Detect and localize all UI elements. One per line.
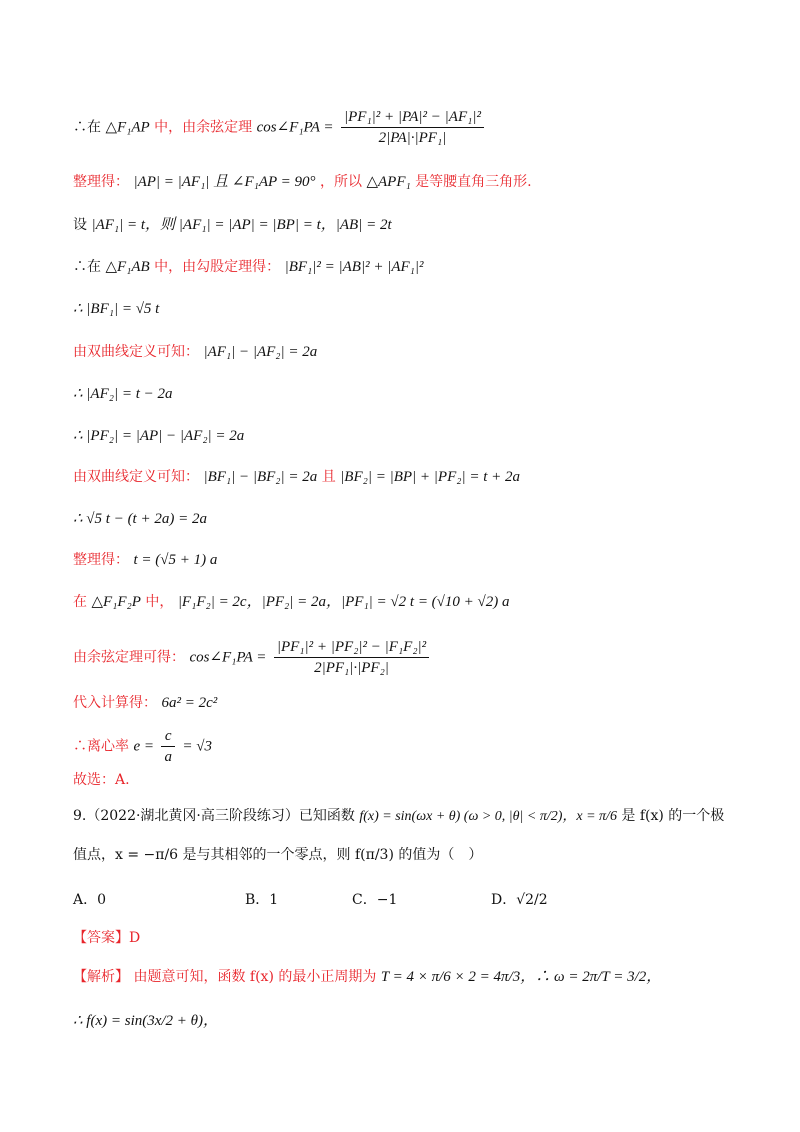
question-9-line-1	[73, 806, 760, 827]
cos-fraction-1	[341, 108, 484, 147]
isosceles-equation: |AP| = |AF₁| 且 ∠F₁AP = 90°	[133, 174, 316, 190]
hyperbola-def-eq-1: |AF₁| − |AF₂| = 2a	[203, 344, 318, 360]
pythagoras-equation: |BF₁|² = |AB|² + |AF₁|²	[284, 259, 424, 275]
cos-fraction-2	[274, 638, 429, 677]
triangle-f1f2p: △F₁F₂P	[91, 594, 141, 610]
eccentricity-value: = √3	[182, 738, 212, 755]
option-b: B．1	[245, 892, 279, 908]
let-t-equation: |AF₁| = t，则 |AF₁| = |AP| = |BP| = t，|AB| = 2t	[91, 217, 392, 233]
t-result: t = (√5 + 1) a	[133, 552, 218, 568]
bf1-result: ∴ |BF₁| = √5 t	[73, 301, 160, 317]
analysis-text: 由题意可知，函数 f(x) 的最小正周期为	[133, 969, 377, 985]
cos-denominator-1: 2|PA|·|PF₁|	[378, 130, 447, 146]
pf2-result: ∴ |PF₂| = |AP| − |AF₂| = 2a	[73, 428, 245, 444]
let-label: 设	[73, 217, 87, 233]
isosceles-line	[73, 172, 760, 192]
eccentricity-fraction	[161, 727, 175, 766]
hyperbola-def-label-2: 由双曲线定义可知：	[73, 469, 199, 485]
question-9-function: f(x) = sin(ωx + θ) (ω > 0, |θ| < π/2)，x = π/6	[359, 809, 617, 824]
eccentricity-denominator: a	[164, 749, 172, 765]
hyperbola-def-eq-2: |BF₁| − |BF₂| = 2a	[203, 469, 318, 485]
hyperbola-def-line-1	[73, 342, 760, 362]
cosine-rule-line-1	[73, 108, 760, 147]
let-t-line	[73, 215, 760, 235]
so-label: ，所以	[320, 174, 363, 190]
therefore-prefix: ∴在	[73, 119, 101, 136]
simplify-label: 整理得：	[73, 174, 129, 190]
cos-denominator-2: 2|PF₁|·|PF₂|	[314, 660, 389, 676]
answer-label: 【答案】D	[73, 930, 141, 946]
substitute-line	[73, 693, 760, 713]
question-9-line-2: 值点，x = −π/6 是与其相邻的一个零点，则 f(π/3) 的值为（ ）	[73, 847, 483, 863]
cos-expression: cos∠F₁PA =	[256, 119, 334, 136]
cosine-rule-line-2	[73, 638, 760, 677]
simplify-label-2: 整理得：	[73, 552, 129, 568]
t-result-line	[73, 550, 760, 570]
analysis-equation: T = 4 × π/6 × 2 = 4π/3，∴ ω = 2π/T = 3/2，	[380, 969, 662, 985]
and-label: 且	[321, 469, 341, 485]
bf2-equation: |BF₂| = |BP| + |PF₂| = t + 2a	[340, 469, 520, 485]
triangle-f1ab: △F₁AB	[105, 259, 150, 275]
eccentricity-line	[73, 727, 760, 766]
eccentricity-symbol: e =	[133, 738, 154, 755]
eccentricity-label: ∴离心率	[73, 738, 134, 755]
eccentricity-numerator: c	[161, 727, 175, 747]
substitute-result: 6a² = 2c²	[161, 695, 218, 711]
middle-label: 中，	[145, 594, 174, 610]
analysis-label: 【解析】	[73, 969, 129, 985]
solve-t-equation: ∴ √5 t − (t + 2a) = 2a	[73, 511, 207, 527]
pythagoras-line	[73, 257, 760, 277]
cosine-rule-intro: 中，由余弦定理	[154, 119, 253, 136]
question-9-extreme: 是 f(x) 的一个极	[621, 808, 725, 824]
cos-numerator-1: |PF₁|² + |PA|² − |AF₁|²	[341, 108, 484, 128]
function-result: ∴ f(x) = sin(3x/2 + θ)，	[73, 1013, 219, 1029]
isosceles-conclusion: 是等腰直角三角形.	[415, 174, 532, 190]
option-c: C．−1	[352, 892, 398, 908]
therefore-prefix-2: ∴在	[73, 259, 101, 275]
hyperbola-def-label-1: 由双曲线定义可知：	[73, 344, 199, 360]
option-d: D．√2/2	[491, 892, 548, 908]
hyperbola-def-line-2	[73, 467, 760, 487]
side-lengths: |F₁F₂| = 2c，|PF₂| = 2a，|PF₁| = √2 t = (√10 + √2) a	[177, 594, 510, 610]
triangle-apf1: △APF₁	[366, 174, 411, 190]
cosine-rule-label-2: 由余弦定理可得：	[73, 649, 185, 666]
triangle-f1ap: △F₁AP	[105, 119, 150, 136]
triangle-f1f2p-line	[73, 592, 760, 612]
af2-result: ∴ |AF₂| = t − 2a	[73, 386, 173, 402]
option-a: A．0	[73, 892, 107, 908]
cos-numerator-2: |PF₁|² + |PF₂|² − |F₁F₂|²	[274, 638, 429, 658]
pythagoras-intro: 中，由勾股定理得：	[154, 259, 281, 275]
cos-expression-2: cos∠F₁PA =	[189, 649, 267, 666]
substitute-label: 代入计算得：	[73, 695, 157, 711]
question-9-source: 9.（2022·湖北黄冈·高三阶段练习）已知函数	[73, 808, 355, 824]
choice-a-conclusion: 故选：A.	[73, 772, 130, 788]
analysis-line	[73, 967, 760, 987]
in-label: 在	[73, 594, 87, 610]
